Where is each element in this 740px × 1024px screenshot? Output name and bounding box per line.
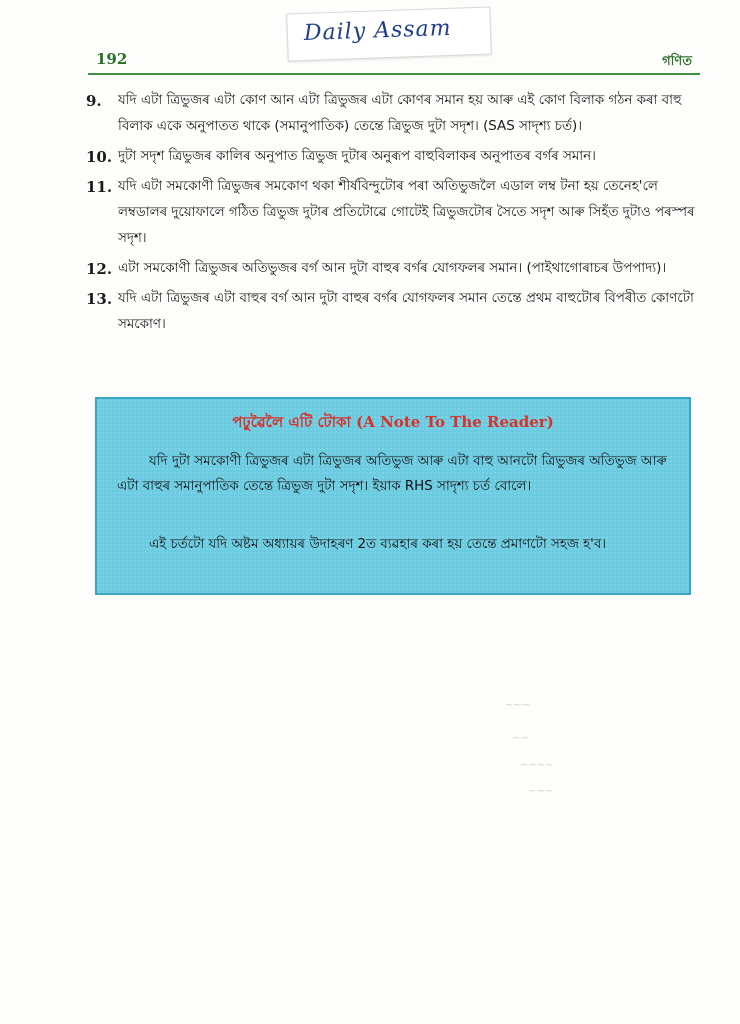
theorem-item [86, 286, 698, 338]
theorem-number: 11. [86, 178, 113, 196]
theorem-number: 10. [86, 148, 113, 166]
reader-note-box [95, 397, 691, 595]
theorem-list [86, 88, 698, 342]
bleed-through-mark: ~~~~ [520, 760, 554, 771]
stamp-text: Daily Assam [303, 15, 452, 46]
watermark-stamp [286, 6, 492, 61]
bleed-through-mark: ~~~ [528, 786, 554, 797]
theorem-text: যদি এটা সমকোণী ত্ৰিভুজৰ সমকোণ থকা শীৰ্ষবিন্দুটোৰ পৰা অতিভুজলৈ এডাল লম্ব টনা হয় তেনেহ'লে লম্বডালৰ দুয়োফালে গঠিত ত্ৰিভুজ দুটাৰ প্ৰতিটোৱে গোটেই ত্ৰিভুজটোৰ সৈতে সদৃশ আৰু সিহঁত দুটাও পৰস্পৰ সদৃশ। [118, 179, 695, 246]
theorem-item [86, 144, 698, 170]
note-title [97, 411, 689, 436]
note-title-assamese: পঢ়ুৱৈলৈ এটি টোকা [232, 413, 351, 431]
theorem-item [86, 88, 698, 140]
theorem-text: যদি এটা ত্ৰিভুজৰ এটা কোণ আন এটা ত্ৰিভুজৰ এটা কোণৰ সমান হয় আৰু এই কোণ বিলাক গঠন কৰা বাহু বিলাক একে অনুপাতত থাকে (সমানুপাতিক) তেন্তে ত্ৰিভুজ দুটা সদৃশ। (SAS সাদৃশ্য চৰ্ত)। [118, 93, 682, 134]
theorem-item [86, 174, 698, 252]
bleed-through-mark: ~~~ [505, 700, 531, 711]
note-paragraph: যদি দুটা সমকোণী ত্ৰিভুজৰ এটা ত্ৰিভুজৰ অতিভুজ আৰু এটা বাহু আনটো ত্ৰিভুজৰ অতিভুজ আৰু এটা বাহুৰ সমানুপাতিক তেন্তে ত্ৰিভুজ দুটা সদৃশ। ইয়াক RHS সাদৃশ্য চৰ্ত বোলে। [117, 454, 667, 494]
header-rule [88, 73, 700, 75]
note-title-english: (A Note To The Reader) [356, 413, 554, 431]
theorem-item [86, 256, 698, 282]
theorem-number: 12. [86, 260, 113, 278]
theorem-text: যদি এটা ত্ৰিভুজৰ এটা বাহুৰ বৰ্গ আন দুটা বাহুৰ বৰ্গৰ যোগফলৰ সমান তেন্তে প্ৰথম বাহুটোৰ বিপৰীত কোণটো সমকোণ। [118, 291, 694, 332]
page-number: 192 [96, 50, 128, 68]
running-head: গণিত [662, 54, 692, 69]
theorem-number: 9. [86, 92, 102, 110]
theorem-text: দুটা সদৃশ ত্ৰিভুজৰ কালিৰ অনুপাত ত্ৰিভুজ দুটাৰ অনুৰূপ বাহুবিলাকৰ অনুপাতৰ বৰ্গৰ সমান। [118, 149, 596, 164]
bleed-through-mark: ~~ [512, 733, 529, 744]
theorem-number: 13. [86, 290, 113, 308]
theorem-text: এটা সমকোণী ত্ৰিভুজৰ অতিভুজৰ বৰ্গ আন দুটা বাহুৰ বৰ্গৰ যোগফলৰ সমান। (পাইথাগোৰাচৰ উপপাদ্য)। [118, 261, 667, 276]
note-paragraph: এই চৰ্তটো যদি অষ্টম অধ্যায়ৰ উদাহৰণ 2ত ব্যৱহাৰ কৰা হয় তেন্তে প্ৰমাণটো সহজ হ'ব। [149, 537, 607, 552]
